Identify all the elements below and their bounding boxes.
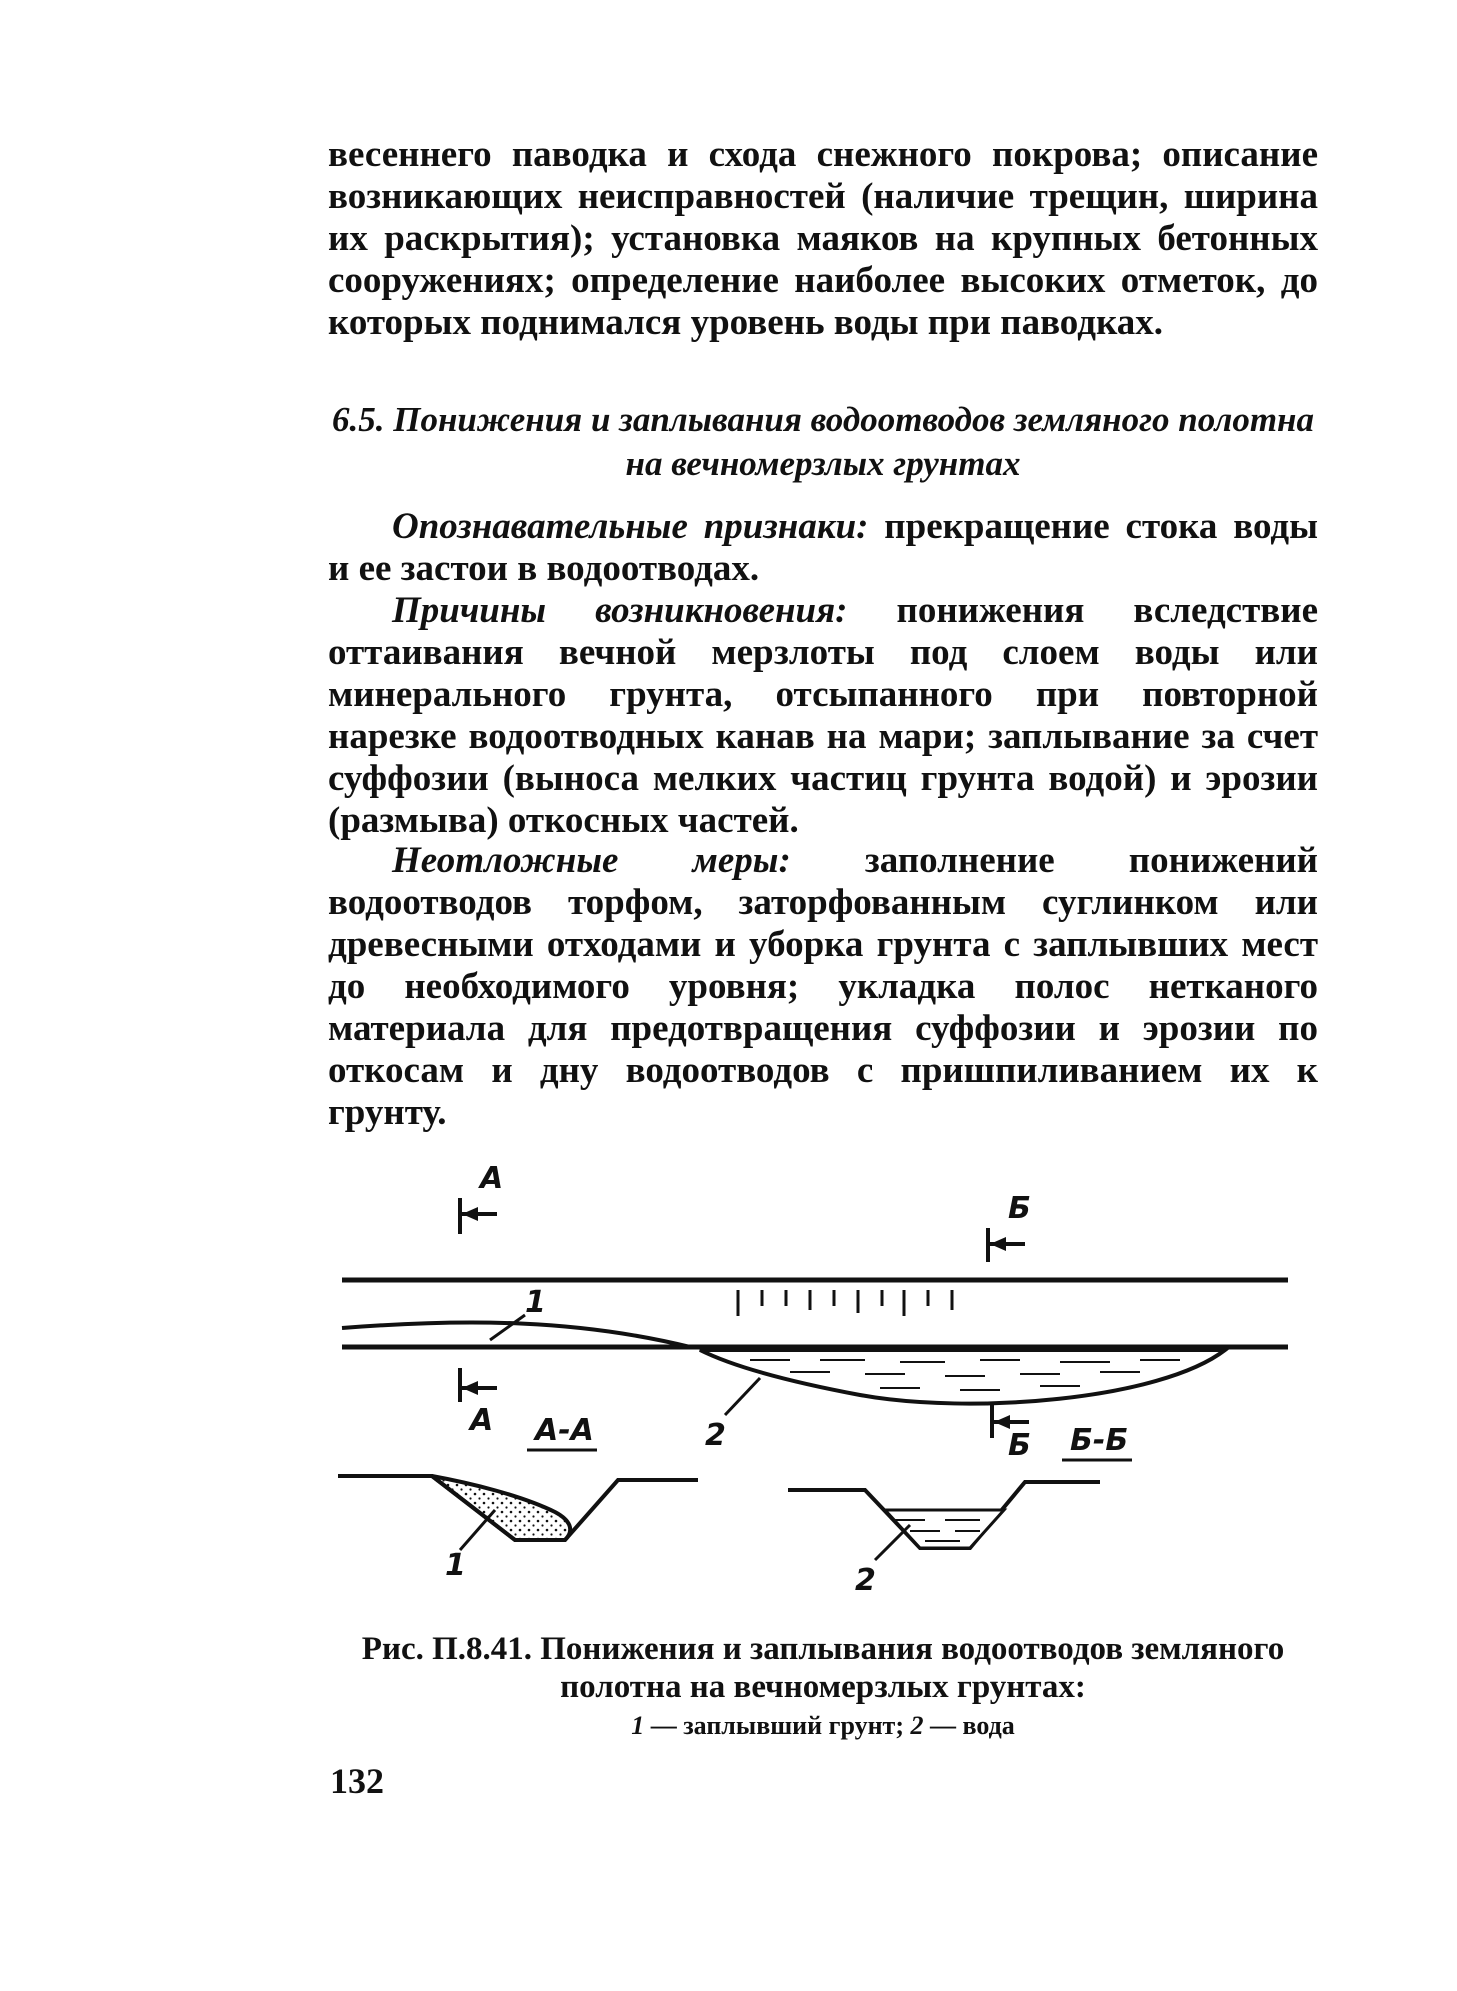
figure-legend xyxy=(328,1710,1318,1742)
section-b-marker-top xyxy=(988,1228,1025,1262)
callout-2-plan-leader xyxy=(725,1378,760,1415)
callout-2-section: 2 xyxy=(855,1563,876,1598)
figure-caption: Рис. П.8.41. Понижения и заплывания водоотводов земляного полотна на вечномерзлых грунтах: xyxy=(361,1631,1285,1705)
section-b-label-top: Б xyxy=(1008,1191,1031,1226)
section-a-label-top: А xyxy=(480,1161,504,1196)
measures-text: заполнение понижений водоотводов торфом, заторфованным суглинком или древесными отходами и уборка грунта с заплывших мест до необходимого уровня; укладка полос нетканого материала для предотвращения суффозии и эрозии по откосам и дну водоотводов с пришпиливанием их к грунту. xyxy=(328,840,1318,1133)
measures-label: Неотложные меры: xyxy=(392,840,791,881)
causes-text: понижения вследствие оттаивания вечной мерзлоты под слоем воды или минерального грунта, отсыпанного при повторной нарезке водоотводных канав на мари; заплывание за счет суффозии (выноса мелких частиц грунта водой) и эрозии (размыва) откосных частей. xyxy=(328,590,1318,841)
signs-paragraph xyxy=(328,506,1318,590)
legend-text-1: — заплывший грунт; xyxy=(644,1711,911,1740)
water-edge-ticks xyxy=(738,1290,952,1316)
silted-soil-boundary xyxy=(342,1322,690,1347)
section-heading: 6.5. Понижения и заплывания водоотводов земляного полотна на вечномерзлых грунтах xyxy=(332,400,1314,483)
callout-2-section-leader xyxy=(875,1525,910,1560)
drainage-figure xyxy=(320,1150,1320,1610)
section-a-marker-bottom xyxy=(460,1368,497,1402)
signs-label: Опознавательные признаки: xyxy=(392,506,869,547)
legend-num-2: 2 xyxy=(910,1711,924,1740)
legend-text-2: — вода xyxy=(923,1711,1015,1740)
section-b-water xyxy=(885,1510,1004,1548)
callout-1-section: 1 xyxy=(445,1548,466,1583)
intro-paragraph: весеннего паводка и схода снежного покрова; описание возникающих неисправностей (наличие трещин, ширина их раскрытия); установка маяков на крупных бетонных сооружениях; определение наиболее высоких отметок, до которых поднимался уровень воды при паводках. xyxy=(328,134,1318,343)
signs-text: прекращение стока воды и ее застои в водоотводах. xyxy=(328,506,1318,589)
section-a-marker-top xyxy=(460,1198,497,1234)
section-b-title: Б-Б xyxy=(1070,1423,1129,1458)
causes-paragraph xyxy=(328,590,1318,842)
callout-1-plan-leader xyxy=(490,1315,525,1340)
callout-1-plan: 1 xyxy=(525,1285,546,1320)
callout-1-section-leader xyxy=(460,1510,495,1550)
callout-2-plan: 2 xyxy=(705,1418,726,1453)
measures-paragraph xyxy=(328,840,1318,1134)
page-number: 132 xyxy=(330,1761,384,1801)
legend-num-1: 1 xyxy=(631,1711,645,1740)
causes-label: Причины возникновения: xyxy=(392,590,848,631)
section-b-label-bottom: Б xyxy=(1008,1428,1031,1463)
section-a-label-bottom: А xyxy=(470,1403,494,1438)
section-a-title: А-А xyxy=(535,1413,594,1448)
section-a-silted-soil xyxy=(432,1476,570,1540)
